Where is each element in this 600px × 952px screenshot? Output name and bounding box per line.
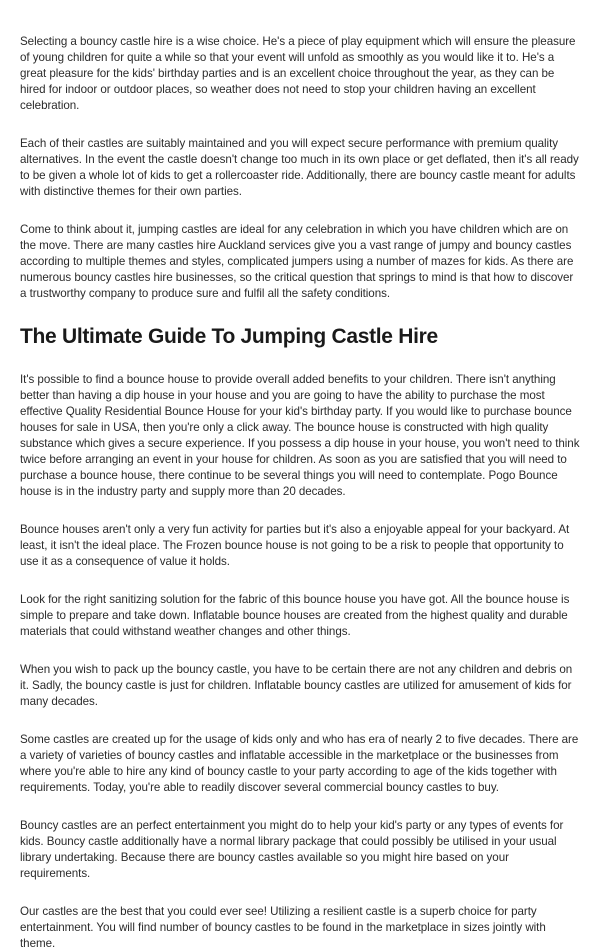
section-paragraph-5: Some castles are created up for the usage of kids only and who has era of nearly 2 to five decades. There are a variety of varieties of bouncy castles and inflatable accessible in the marketplace or the businesses from where you're able to hire any kind of bouncy castle to your party according to age of the kids together with requirements. Today, you're able to readily discover several commercial bouncy castles to buy. bbox=[20, 733, 579, 794]
section-paragraph-1: It's possible to find a bounce house to provide overall added benefits to your children. There isn't anything better than having a dip house in your house and you are going to have the ability to purchase the most effective Quality Residential Bounce House for your kid's birthday party. If you would like to purchase bounce houses for sale in USA, then you're only a click away. The bounce house is constructed with high quality substance which gives a secure experience. If you possess a dip house in your house, you won't need to think twice before arranging an event in your house for children. As soon as you are satisfied that you will need to purchase a bounce house, there continue to be several things you will need to contemplate. Pogo Bounce house is in the industry party and supply more than 20 decades. bbox=[20, 373, 580, 498]
section-paragraph-7: Our castles are the best that you could ever see! Utilizing a resilient castle is a superb choice for party entertainment. You will find number of bouncy castles to be found in the marketplace in sizes jointly with theme. bbox=[20, 905, 546, 950]
section-paragraph-4: When you wish to pack up the bouncy castle, you have to be certain there are not any children and debris on it. Sadly, the bouncy castle is just for children. Inflatable bouncy castles are utilized for amusement of kids for many decades. bbox=[20, 663, 573, 708]
section-paragraph-3: Look for the right sanitizing solution for the fabric of this bounce house you have got. All the bounce house is simple to prepare and take down. Inflatable bounce houses are created from the highest quality and durable materials that could withstand weather changes and other things. bbox=[20, 593, 570, 638]
section-paragraph-2: Bounce houses aren't only a very fun activity for parties but it's also a enjoyable appeal for your backyard. At least, it isn't the ideal place. The Frozen bounce house is not going to be a risk to people that opportunity to use it as a consequence of value it holds. bbox=[20, 523, 570, 568]
section-paragraph-6: Bouncy castles are an perfect entertainment you might do to help your kid's party or any types of events for kids. Bouncy castle additionally have a normal library package that could possibly be utilised in your usual library undertaking. Because there are bouncy castles available so you might hire based on your requirements. bbox=[20, 819, 564, 880]
section-heading: The Ultimate Guide To Jumping Castle Hire bbox=[20, 325, 438, 348]
intro-paragraph-3: Come to think about it, jumping castles are ideal for any celebration in which you have children which are on the move. There are many castles hire Auckland services give you a vast range of jumpy and bouncy castles according to multiple themes and styles, complicated jumpers using a number of mazes for kids. As there are numerous bouncy castles hire businesses, so the critical question that springs to mind is that how to discover a trustworthy company to produce sure and fulfil all the safety conditions. bbox=[20, 223, 574, 300]
intro-paragraph-1: Selecting a bouncy castle hire is a wise choice. He's a piece of play equipment which will ensure the pleasure of young children for quite a while so that your event will unfold as smoothly as you would like it to. He's a great pleasure for the kids' birthday parties and is an excellent choice throughout the year, as they can be hired for indoor or outdoor places, so weather does not need to stop your children having an excellent celebration. bbox=[20, 35, 576, 112]
intro-paragraph-2: Each of their castles are suitably maintained and you will expect secure performance with premium quality alternatives. In the event the castle doesn't change too much in its own place or get deflated, then it's all ready to be given a whole lot of kids to get a rollercoaster ride. Additionally, there are bouncy castle meant for adults with distinctive themes for their own parties. bbox=[20, 137, 579, 198]
